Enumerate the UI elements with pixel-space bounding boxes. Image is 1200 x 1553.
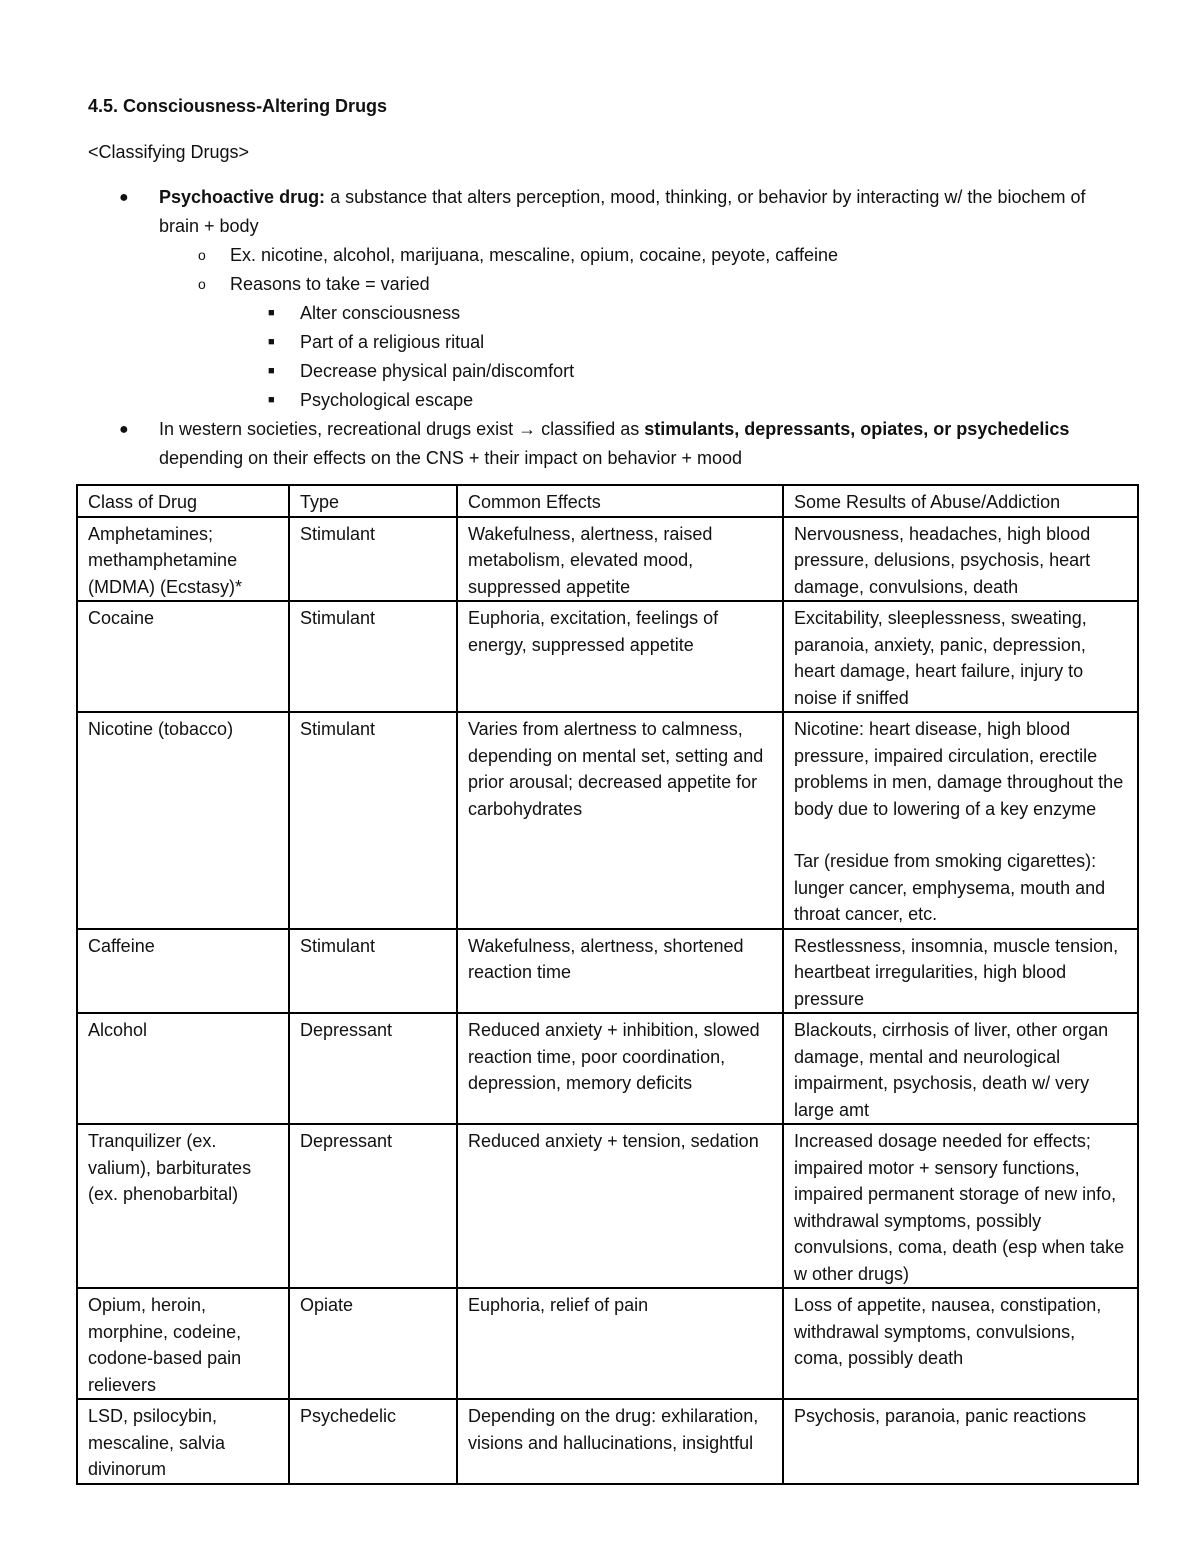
drug-class-cell: Amphetamines; methamphetamine (MDMA) (Ecstasy)* [77,517,289,602]
drug-type-cell: Stimulant [289,601,457,712]
drug-class-cell: Nicotine (tobacco) [77,712,289,929]
drug-type-cell: Stimulant [289,517,457,602]
table-row [77,712,1138,929]
reasons-text: Reasons to take = varied [230,274,430,294]
reason-item [88,299,1108,328]
drug-type-cell: Stimulant [289,712,457,929]
paragraph-gap [794,822,1127,848]
effects-cell: Depending on the drug: exhilaration, visions and hallucinations, insightful [457,1399,783,1484]
table-row [77,1124,1138,1288]
column-header: Class of Drug [77,485,289,517]
results-paragraph: Nicotine: heart disease, high blood pressure, impaired circulation, erectile problems in men, damage throughout the body due to lowering of a key enzyme [794,719,1124,819]
table-row [77,929,1138,1014]
results-cell: Loss of appetite, nausea, constipation, withdrawal symptoms, convulsions, coma, possibly death [783,1288,1138,1399]
results-cell [783,712,1138,929]
reason-item [88,386,1108,415]
drug-type-cell: Depressant [289,1013,457,1124]
western-text: classified as [536,419,645,439]
drug-class-cell: Alcohol [77,1013,289,1124]
drug-class-cell: LSD, psilocybin, mescaline, salvia divinorum [77,1399,289,1484]
results-cell: Excitability, sleeplessness, sweating, paranoia, anxiety, panic, depression, heart damage, heart failure, injury to noise if sniffed [783,601,1138,712]
reason-text: Decrease physical pain/discomfort [300,361,575,381]
term-psychoactive: Psychoactive drug: [159,187,326,207]
arrow-right-icon: → [518,419,537,439]
reason-text: Alter consciousness [300,303,461,323]
square-bullet-icon: ■ [268,336,275,348]
sub-bullet-example [88,241,1108,270]
table-row [77,1288,1138,1399]
results-cell: Blackouts, cirrhosis of liver, other organ damage, mental and neurological impairment, psychosis, death w/ very large amt [783,1013,1138,1124]
section-heading: <Classifying Drugs> [88,142,250,162]
western-text: In western societies, recreational drugs exist [159,419,519,439]
bullet-icon: ● [119,421,129,438]
bullet-icon: ● [119,189,129,206]
effects-cell: Reduced anxiety + inhibition, slowed reaction time, poor coordination, depression, memory deficits [457,1013,783,1124]
drug-class-cell: Tranquilizer (ex. valium), barbiturates (ex. phenobarbital) [77,1124,289,1288]
reason-item [88,357,1108,386]
drug-categories: stimulants, depressants, opiates, or psychedelics [644,419,1070,439]
effects-cell: Euphoria, relief of pain [457,1288,783,1399]
page-title: 4.5. Consciousness-Altering Drugs [88,96,388,116]
drug-class-cell: Cocaine [77,601,289,712]
square-bullet-icon: ■ [268,307,275,319]
reason-text: Part of a religious ritual [300,332,485,352]
table-row [77,601,1138,712]
column-header: Common Effects [457,485,783,517]
drug-type-cell: Opiate [289,1288,457,1399]
drug-class-cell: Opium, heroin, morphine, codeine, codone-based pain relievers [77,1288,289,1399]
drug-class-cell: Caffeine [77,929,289,1014]
western-text: depending on their effects on the CNS + their impact on behavior + mood [159,448,743,468]
column-header: Some Results of Abuse/Addiction [783,485,1138,517]
circle-bullet-icon: o [198,276,206,292]
results-cell: Restlessness, insomnia, muscle tension, heartbeat irregularities, high blood pressure [783,929,1138,1014]
effects-cell: Wakefulness, alertness, raised metabolism, elevated mood, suppressed appetite [457,517,783,602]
reason-item [88,328,1108,357]
psychoactive-definition: a substance that alters perception, mood, thinking, or behavior by interacting w/ the biochem of brain + body [159,187,1086,236]
results-cell: Psychosis, paranoia, panic reactions [783,1399,1138,1484]
drug-type-cell: Psychedelic [289,1399,457,1484]
drug-type-cell: Depressant [289,1124,457,1288]
table-row [77,1399,1138,1484]
results-cell: Increased dosage needed for effects; impaired motor + sensory functions, impaired permanent storage of new info, withdrawal symptoms, possibly convulsions, coma, death (esp when take w other drugs) [783,1124,1138,1288]
example-text: Ex. nicotine, alcohol, marijuana, mescaline, opium, cocaine, peyote, caffeine [230,245,839,265]
effects-cell: Reduced anxiety + tension, sedation [457,1124,783,1288]
bullet-outline [88,183,1108,473]
reason-text: Psychological escape [300,390,474,410]
effects-cell: Varies from alertness to calmness, depending on mental set, setting and prior arousal; decreased appetite for carbohydrates [457,712,783,929]
effects-cell: Euphoria, excitation, feelings of energy, suppressed appetite [457,601,783,712]
bullet-psychoactive [88,183,1108,241]
bullet-western-societies [88,415,1108,473]
square-bullet-icon: ■ [268,365,275,377]
sub-bullet-reasons [88,270,1108,299]
column-header: Type [289,485,457,517]
results-cell: Nervousness, headaches, high blood pressure, delusions, psychosis, heart damage, convulsions, death [783,517,1138,602]
drug-classes-table [76,484,1139,1485]
square-bullet-icon: ■ [268,394,275,406]
table-row [77,1013,1138,1124]
effects-cell: Wakefulness, alertness, shortened reaction time [457,929,783,1014]
drug-type-cell: Stimulant [289,929,457,1014]
table-row [77,517,1138,602]
results-paragraph: Tar (residue from smoking cigarettes): lunger cancer, emphysema, mouth and throat cancer, etc. [794,851,1106,924]
table-header-row [77,485,1138,517]
circle-bullet-icon: o [198,247,206,263]
